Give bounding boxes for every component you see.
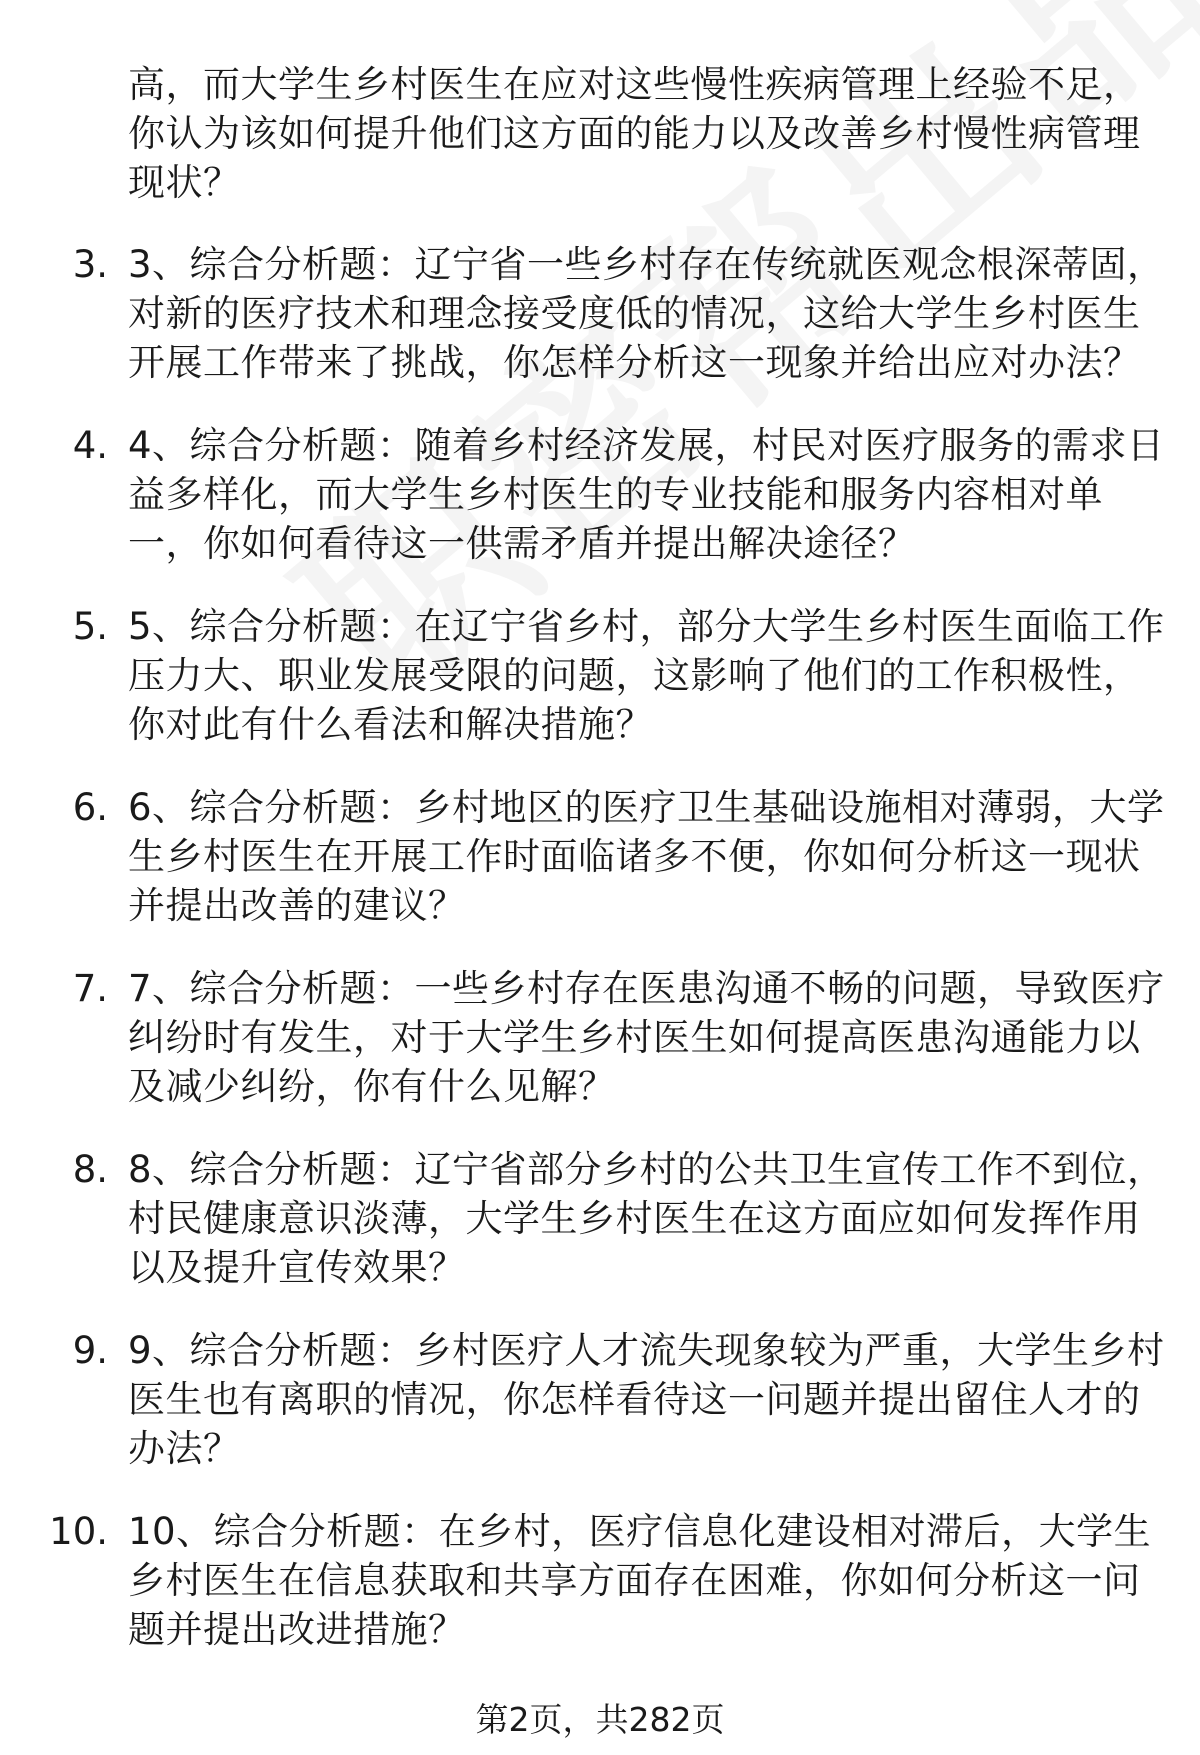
page-footer: 第2页，共282页 bbox=[475, 1700, 725, 1739]
question-number: 5. bbox=[72, 605, 108, 648]
question-item bbox=[0, 1326, 1200, 1473]
question-text: 7、综合分析题：一些乡村存在医患沟通不畅的问题，导致医疗纠纷时有发生，对于大学生乡村医生如何提高医患沟通能力以及减少纠纷，你有什么见解？ bbox=[128, 967, 1165, 1108]
question-text: 4、综合分析题：随着乡村经济发展，村民对医疗服务的需求日益多样化，而大学生乡村医生的专业技能和服务内容相对单一，你如何看待这一供需矛盾并提出解决途径？ bbox=[128, 424, 1165, 565]
continued-question-text: 高，而大学生乡村医生在应对这些慢性疾病管理上经验不足，你认为该如何提升他们这方面的能力以及改善乡村慢性病管理现状？ bbox=[128, 63, 1141, 204]
question-number: 10. bbox=[49, 1510, 108, 1553]
question-text: 9、综合分析题：乡村医疗人才流失现象较为严重，大学生乡村医生也有离职的情况，你怎样看待这一问题并提出留住人才的办法？ bbox=[128, 1329, 1165, 1470]
question-text: 3、综合分析题：辽宁省一些乡村存在传统就医观念根深蒂固，对新的医疗技术和理念接受度低的情况，这给大学生乡村医生开展工作带来了挑战，你怎样分析这一现象并给出应对办法？ bbox=[128, 243, 1165, 384]
question-text: 5、综合分析题：在辽宁省乡村，部分大学生乡村医生面临工作压力大、职业发展受限的问题，这影响了他们的工作积极性，你对此有什么看法和解决措施？ bbox=[128, 605, 1165, 746]
question-number: 4. bbox=[72, 424, 108, 467]
question-item bbox=[0, 602, 1200, 749]
question-item bbox=[0, 1145, 1200, 1292]
question-text: 8、综合分析题：辽宁省部分乡村的公共卫生宣传工作不到位，村民健康意识淡薄，大学生乡村医生在这方面应如何发挥作用以及提升宣传效果？ bbox=[128, 1148, 1165, 1289]
question-number: 7. bbox=[72, 967, 108, 1010]
question-number: 8. bbox=[72, 1148, 108, 1191]
question-item bbox=[0, 421, 1200, 568]
question-item bbox=[0, 1507, 1200, 1654]
question-number: 3. bbox=[72, 243, 108, 286]
question-item bbox=[0, 240, 1200, 387]
question-item bbox=[0, 783, 1200, 930]
question-item bbox=[0, 964, 1200, 1111]
question-number: 9. bbox=[72, 1329, 108, 1372]
question-text: 6、综合分析题：乡村地区的医疗卫生基础设施相对薄弱，大学生乡村医生在开展工作时面临诸多不便，你如何分析这一现状并提出改善的建议？ bbox=[128, 786, 1165, 927]
question-list bbox=[0, 240, 1200, 1688]
question-number: 6. bbox=[72, 786, 108, 829]
question-text: 10、综合分析题：在乡村，医疗信息化建设相对滞后，大学生乡村医生在信息获取和共享方面存在困难，你如何分析这一问题并提出改进措施？ bbox=[128, 1510, 1152, 1651]
